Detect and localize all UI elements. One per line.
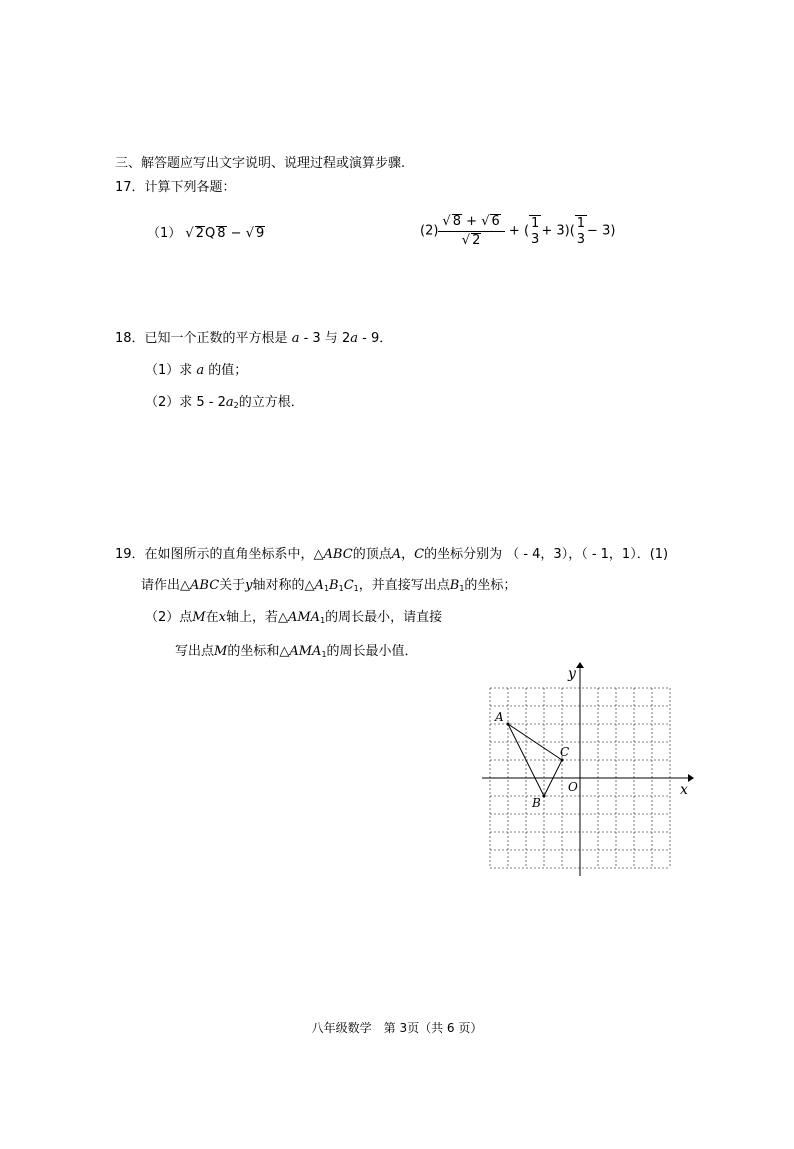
q19-comma: ， bbox=[401, 547, 415, 562]
q18-part1 bbox=[145, 362, 247, 380]
q17-part2-fraction bbox=[438, 214, 504, 249]
point-a-label: A bbox=[495, 710, 504, 724]
q19-b1: B bbox=[329, 578, 339, 593]
q19-line2-mid3: ，并直接写出点 bbox=[358, 578, 450, 593]
q19-point-b: B bbox=[449, 578, 460, 593]
q17-part2-num-plus: + bbox=[466, 214, 478, 229]
q17-part2-label: (2) bbox=[420, 223, 439, 239]
q18-var-a1: a bbox=[291, 331, 300, 346]
q19-line3-post: 的周长最小，请直接 bbox=[325, 610, 443, 625]
q17-part2-sqrt-frac1 bbox=[529, 215, 541, 248]
q19-axis-y: y bbox=[245, 578, 253, 593]
q17-part2-numerator bbox=[438, 214, 504, 232]
q17-part2-p2-rest: − 3) bbox=[587, 223, 616, 239]
q18-part1-post: 的值； bbox=[204, 363, 248, 378]
q18-part1-var: a bbox=[196, 363, 205, 378]
q19-sub-1: 1 bbox=[338, 584, 344, 593]
q19-line4-mid: 的坐标和 bbox=[227, 644, 280, 659]
triangle-icon: △ bbox=[313, 547, 324, 562]
x-axis-arrow-icon bbox=[688, 774, 694, 782]
x-axis-label: x bbox=[680, 782, 688, 798]
radical-icon: √ bbox=[461, 233, 471, 248]
coordinate-grid-figure bbox=[480, 660, 700, 882]
q17-part2-sqrt-frac2 bbox=[575, 215, 587, 248]
q19-sub-1: 1 bbox=[321, 650, 327, 659]
triangle-icon: △ bbox=[277, 610, 288, 625]
q17-part2-num-root1: 8 bbox=[452, 214, 461, 229]
radical-icon: √ bbox=[185, 226, 194, 241]
q17-part1 bbox=[147, 225, 265, 243]
q17-part1-root3: 9 bbox=[256, 226, 265, 241]
section-heading: 三、解答题应写出文字说明、说理过程或演算步骤. bbox=[115, 156, 406, 171]
q19-line1 bbox=[115, 546, 668, 564]
q19-sub-1: 1 bbox=[320, 616, 326, 625]
q17-part2-num-root2: 6 bbox=[491, 214, 500, 229]
q17-part1-root2: 8 bbox=[217, 226, 226, 241]
q18-stem-mid: - 3 与 2 bbox=[299, 331, 351, 346]
vertex-point-a bbox=[507, 723, 510, 726]
q19-point-a: A bbox=[391, 547, 402, 562]
origin-label: O bbox=[568, 780, 578, 794]
vertex-point-c bbox=[561, 759, 564, 762]
radical-icon: √ bbox=[481, 214, 490, 229]
q17-part1-label: （1） bbox=[147, 226, 182, 241]
y-axis-label: y bbox=[568, 666, 576, 682]
q17-part2-denominator bbox=[438, 232, 504, 249]
q18-stem bbox=[115, 330, 392, 348]
q18-var-a2: a bbox=[350, 331, 358, 346]
page-footer: 八年级数学 第 3页（共 6 页） bbox=[311, 1021, 483, 1035]
q17-part2-paren2-open: ( bbox=[569, 223, 575, 239]
q17-part2-p2-den: 3 bbox=[576, 232, 586, 247]
q19-line2-post: 的坐标； bbox=[464, 578, 517, 593]
q18-part2-pre: （2）求 5 - 2 bbox=[145, 395, 226, 410]
q17-part2-p1-den: 3 bbox=[531, 232, 540, 247]
q19-ama: AMA bbox=[287, 610, 321, 625]
q19-sub-1: 1 bbox=[323, 584, 330, 593]
q18-part2 bbox=[145, 394, 304, 415]
q19-line2-mid2: 轴对称的 bbox=[252, 578, 305, 593]
vertex-point-b bbox=[543, 795, 546, 798]
y-axis-arrow-icon bbox=[576, 662, 584, 668]
q19-line1-mid: 的顶点 bbox=[352, 547, 392, 562]
q17-part2-den-root: 2 bbox=[472, 233, 481, 248]
q19-line3-mid2: 轴上，若 bbox=[225, 610, 278, 625]
q19-tri-abc: ABC bbox=[323, 547, 353, 562]
q19-sub-1: 1 bbox=[353, 584, 359, 593]
q19-point-m: M bbox=[192, 610, 206, 625]
q19-line3 bbox=[145, 609, 442, 630]
q19-point-c: C bbox=[414, 547, 425, 562]
q17-part1-minus: − bbox=[230, 226, 242, 241]
q19-line1-post: 的坐标分别为 （ - 4，3），（ - 1，1）．(1) bbox=[424, 547, 669, 562]
q17-part2 bbox=[420, 214, 615, 249]
q19-line2 bbox=[141, 577, 516, 598]
q17-part2-plus: + bbox=[508, 223, 520, 239]
q17-part1-root1: 2 bbox=[195, 226, 204, 241]
q18-stem-end: - 9． bbox=[357, 331, 393, 346]
q19-line1-pre: 19．在如图所示的直角坐标系中， bbox=[115, 547, 314, 562]
q18-stem-pre: 18．已知一个正数的平方根是 bbox=[115, 331, 292, 346]
q19-line2-pre: 请作出 bbox=[141, 578, 181, 593]
q19-point-m-2: M bbox=[214, 644, 228, 659]
point-c-label: C bbox=[560, 745, 570, 759]
q18-part2-post: 的立方根． bbox=[238, 395, 304, 410]
q19-line3-mid: 在 bbox=[205, 610, 219, 625]
q19-c1: C bbox=[343, 578, 354, 593]
q17-part2-p1-rest: + 3) bbox=[541, 223, 570, 239]
q17-part1-glyph: Q bbox=[205, 226, 216, 241]
q19-tri-abc-2: ABC bbox=[190, 578, 220, 593]
q18-part1-pre: （1）求 bbox=[145, 363, 197, 378]
radical-icon: √ bbox=[245, 226, 254, 241]
q19-sub-1: 1 bbox=[459, 584, 465, 593]
q18-part2-var: a bbox=[225, 395, 234, 410]
q19-a1: A bbox=[314, 578, 324, 593]
q19-line4-pre: 写出点 bbox=[175, 644, 215, 659]
q17-stem: 17．计算下列各题： bbox=[115, 180, 236, 195]
point-b-label: B bbox=[532, 796, 541, 810]
q19-line4-post: 的周长最小值． bbox=[326, 644, 418, 659]
q17-part2-p1-root: 1 bbox=[531, 216, 540, 231]
q18-part2-sub: 2 bbox=[233, 401, 239, 410]
triangle-icon: △ bbox=[180, 578, 191, 593]
q19-line4 bbox=[175, 643, 418, 664]
triangle-icon: △ bbox=[279, 644, 290, 659]
q17-part2-p2-root: 1 bbox=[576, 216, 586, 231]
q19-axis-x: x bbox=[218, 610, 226, 625]
triangle-icon: △ bbox=[304, 578, 315, 593]
q19-ama-2: AMA bbox=[289, 644, 322, 659]
q17-part2-paren1-open: ( bbox=[523, 223, 530, 239]
q19-line2-mid1: 关于 bbox=[219, 578, 246, 593]
radical-icon: √ bbox=[442, 214, 451, 229]
q19-line3-pre: （2）点 bbox=[145, 610, 193, 625]
